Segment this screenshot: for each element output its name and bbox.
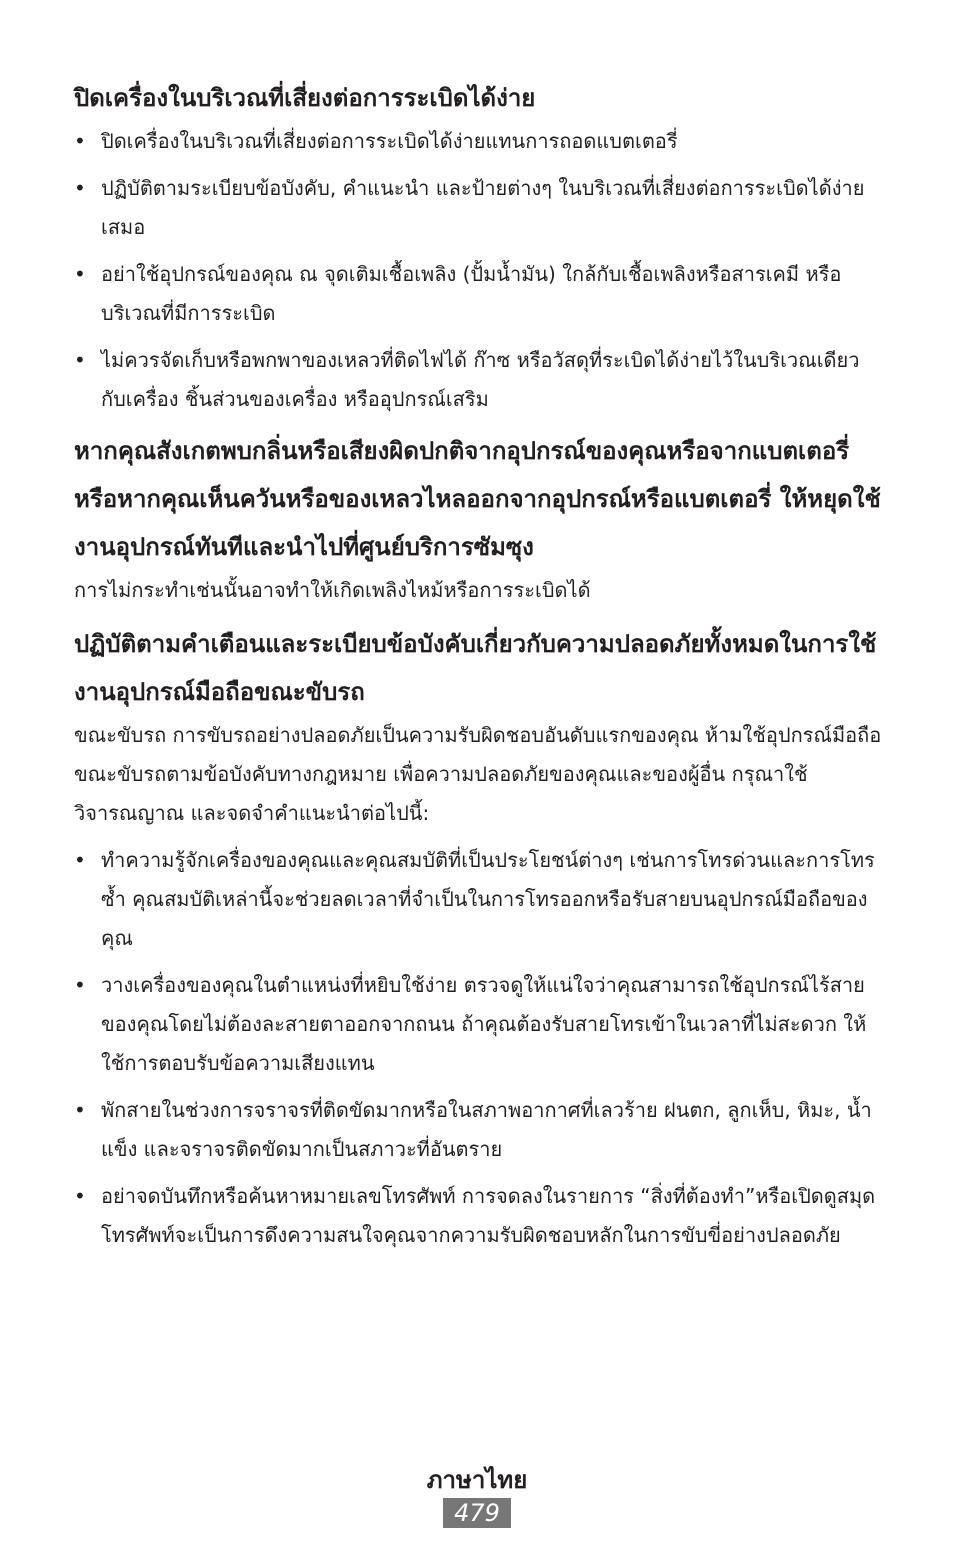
bullet-icon: • bbox=[74, 129, 86, 153]
list-item: • อย่าจดบันทึกหรือค้นหาหมายเลขโทรศัพท์ การจดลงในรายการ “สิ่งที่ต้องทำ”หรือเปิดดูสมุดโทรศัพท์จะเป็นการดึงความสนใจคุณจากความรับผิดชอบหลักในการขับขี่อย่างปลอดภัย bbox=[74, 1177, 884, 1255]
bullet-icon: • bbox=[74, 262, 86, 286]
bullet-icon: • bbox=[74, 848, 86, 872]
section-heading: หากคุณสังเกตพบกลิ่นหรือเสียงผิดปกติจากอุปกรณ์ของคุณหรือจากแบตเตอรี่ หรือหากคุณเห็นควันหรือของเหลวไหลออกจากอุปกรณ์หรือแบตเตอรี่ ให้หยุดใช้งานอุปกรณ์ทันทีและนำไปที่ศูนย์บริการซัมซุง bbox=[74, 437, 881, 561]
section-explosive-areas bbox=[74, 74, 884, 419]
bullet-icon: • bbox=[74, 1098, 86, 1122]
bullet-icon: • bbox=[74, 348, 86, 372]
section-heading: ปิดเครื่องในบริเวณที่เสี่ยงต่อการระเบิดได้ง่าย bbox=[74, 84, 536, 112]
bullet-icon: • bbox=[74, 1184, 86, 1208]
list-item: • อย่าใช้อุปกรณ์ของคุณ ณ จุดเติมเชื้อเพลิง (ปั้มน้ำมัน) ใกล้กับเชื้อเพลิงหรือสารเคมี หรือบริเวณที่มีการระเบิด bbox=[74, 255, 884, 333]
list-item: • ทำความรู้จักเครื่องของคุณและคุณสมบัติที่เป็นประโยชน์ต่างๆ เช่นการโทรด่วนและการโทรซ้ำ คุณสมบัติเหล่านี้จะช่วยลดเวลาที่จำเป็นในการโทรออกหรือรับสายบนอุปกรณ์มือถือของคุณ bbox=[74, 841, 884, 958]
bullet-icon: • bbox=[74, 973, 86, 997]
section-driving-safety bbox=[74, 620, 884, 1255]
section-text: ขณะขับรถ การขับรถอย่างปลอดภัยเป็นความรับผิดชอบอันดับแรกของคุณ ห้ามใช้อุปกรณ์มือถือขณะขับรถตามข้อบังคับทางกฎหมาย เพื่อความปลอดภัยของคุณและของผู้อื่น กรุณาใช้วิจารณญาณ และจดจำคำแนะนำต่อไปนี้: bbox=[74, 723, 882, 825]
page-footer bbox=[0, 1462, 954, 1528]
list-item: • ปฏิบัติตามระเบียบข้อบังคับ, คำแนะนำ และป้ายต่างๆ ในบริเวณที่เสี่ยงต่อการระเบิดได้ง่ายเสมอ bbox=[74, 169, 884, 247]
bullet-list bbox=[74, 841, 884, 1255]
section-text: การไม่กระทำเช่นนั้นอาจทำให้เกิดเพลิงไหม้หรือการระเบิดได้ bbox=[74, 578, 591, 602]
bullet-list bbox=[74, 122, 884, 419]
section-heading: ปฏิบัติตามคำเตือนและระเบียบข้อบังคับเกี่ยวกับความปลอดภัยทั้งหมดในการใช้งานอุปกรณ์มือถือขณะขับรถ bbox=[74, 630, 877, 706]
section-abnormal-device bbox=[74, 427, 884, 610]
bullet-icon: • bbox=[74, 176, 86, 200]
list-item: • ไม่ควรจัดเก็บหรือพกพาของเหลวที่ติดไฟได้ ก๊าซ หรือวัสดุที่ระเบิดได้ง่ายไว้ในบริเวณเดียวกับเครื่อง ชิ้นส่วนของเครื่อง หรืออุปกรณ์เสริม bbox=[74, 341, 884, 419]
language-label: ภาษาไทย bbox=[426, 1466, 528, 1494]
page-content bbox=[74, 74, 884, 1263]
list-item: • วางเครื่องของคุณในตำแหน่งที่หยิบใช้ง่าย ตรวจดูให้แน่ใจว่าคุณสามารถใช้อุปกรณ์ไร้สายของคุณโดยไม่ต้องละสายตาออกจากถนน ถ้าคุณต้องรับสายโทรเข้าในเวลาที่ไม่สะดวก ให้ใช้การตอบรับข้อความเสียงแทน bbox=[74, 966, 884, 1083]
list-item: • ปิดเครื่องในบริเวณที่เสี่ยงต่อการระเบิดได้ง่ายแทนการถอดแบตเตอรี่ bbox=[74, 122, 884, 161]
page-number: 479 bbox=[443, 1498, 511, 1528]
list-item: • พักสายในช่วงการจราจรที่ติดขัดมากหรือในสภาพอากาศที่เลวร้าย ฝนตก, ลูกเห็บ, หิมะ, น้ำแข็ง และจราจรติดขัดมากเป็นสภาวะที่อันตราย bbox=[74, 1091, 884, 1169]
